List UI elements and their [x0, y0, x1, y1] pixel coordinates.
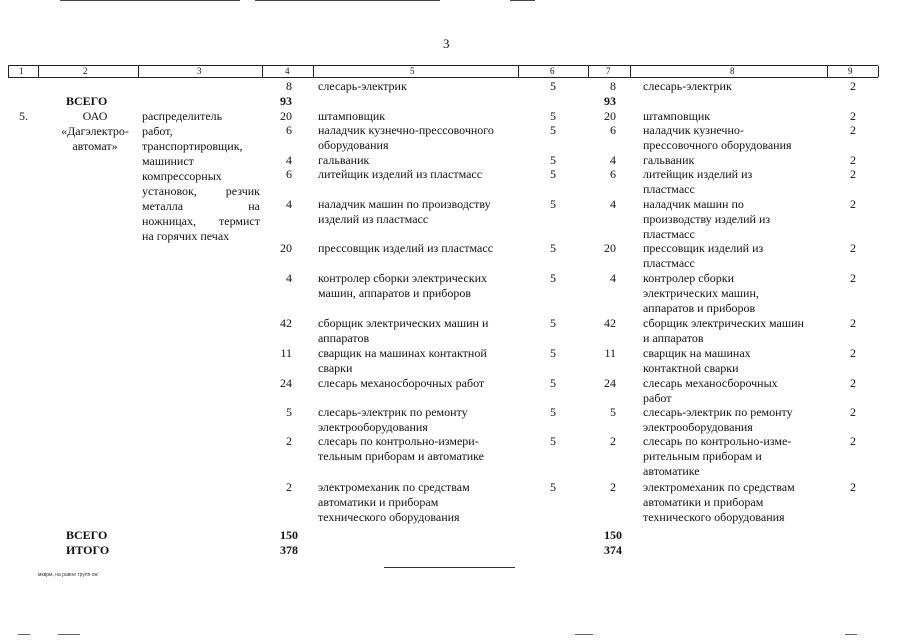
profession-line: аппаратов и приборов — [643, 301, 756, 315]
row-class-col9: 2 — [850, 376, 856, 390]
row-profession-col5 — [318, 480, 518, 525]
row-count-col4: 42 — [280, 316, 292, 330]
row-count-col4: 24 — [280, 376, 292, 390]
col3-line: распределитель — [142, 109, 223, 123]
column-number: 9 — [848, 66, 853, 76]
column-divider — [827, 66, 828, 77]
row-count-col4: 6 — [286, 167, 292, 181]
row-class-col9: 2 — [850, 405, 856, 419]
row-count-col7: 11 — [604, 346, 616, 360]
profession-line: тельным приборам и автоматике — [318, 449, 485, 463]
column-divider — [313, 66, 314, 77]
column-divider — [38, 66, 39, 77]
row-profession-col8 — [643, 346, 825, 376]
subtotal1-col7: 93 — [604, 94, 616, 108]
row-count-col4: 11 — [280, 346, 292, 360]
col3-line: на горячих печах — [142, 229, 230, 243]
row-profession-col5 — [318, 109, 518, 124]
row-class-col9: 2 — [850, 197, 856, 211]
org-number: 5. — [19, 109, 28, 123]
page-number: 3 — [443, 36, 450, 51]
row-profession-col5 — [318, 316, 518, 346]
row-profession-col8 — [643, 197, 825, 242]
top-row-col8: слесарь-электрик — [643, 79, 732, 93]
col3-line: машинист — [142, 154, 194, 168]
row-profession-col5 — [318, 271, 518, 301]
profession-line: автоматики и приборам — [318, 495, 439, 509]
column-divider — [630, 66, 631, 77]
column-number: 5 — [410, 66, 415, 76]
profession-line: сварщик на машинах контактной — [318, 346, 487, 360]
profession-line: штамповщик — [643, 109, 711, 123]
subtotal2-col7: 150 — [604, 528, 622, 542]
row-count-col4: 20 — [280, 109, 292, 123]
row-class-col9: 2 — [850, 346, 856, 360]
row-count-col7: 4 — [610, 153, 616, 167]
row-grade-col6: 5 — [550, 480, 556, 494]
column-number: 3 — [197, 66, 202, 76]
row-count-col7: 5 — [610, 405, 616, 419]
profession-line: оборудования — [318, 138, 389, 152]
row-count-col7: 6 — [610, 123, 616, 137]
row-profession-col5 — [318, 241, 518, 256]
row-grade-col6: 5 — [550, 376, 556, 390]
column-number: 2 — [83, 66, 88, 76]
profession-line: пластмасс — [643, 256, 695, 270]
top-row-col6: 5 — [550, 79, 556, 93]
row-count-col4: 6 — [286, 123, 292, 137]
col3-line: транспортировщик, — [142, 139, 243, 153]
profession-line: литейщик изделий из пластмасс — [318, 167, 483, 181]
column-number: 1 — [19, 66, 24, 76]
column-divider — [138, 66, 139, 77]
row-profession-col8 — [643, 405, 825, 435]
col3-line: металла на — [142, 199, 260, 213]
col3-line: установок, резчик — [142, 184, 260, 198]
row-count-col7: 20 — [604, 109, 616, 123]
footnote: мкврм, на равне трупп ож — [38, 572, 98, 578]
profession-line: слесарь механосборочных — [643, 376, 778, 390]
row-grade-col6: 5 — [550, 434, 556, 448]
row-count-col4: 4 — [286, 197, 292, 211]
row-profession-col5 — [318, 434, 518, 464]
row-class-col9: 2 — [850, 123, 856, 137]
row-grade-col6: 5 — [550, 167, 556, 181]
row-class-col9: 2 — [850, 316, 856, 330]
profession-line: контролер сборки — [643, 271, 735, 285]
col3-line: работ, — [142, 124, 173, 138]
profession-line: автоматики и приборам — [643, 495, 764, 509]
profession-line: слесарь по контрольно-изме- — [643, 434, 792, 448]
subtotal1-label: ВСЕГО — [66, 94, 108, 108]
row-count-col7: 2 — [610, 434, 616, 448]
row-profession-col5 — [318, 153, 518, 168]
total-col4: 378 — [280, 543, 298, 557]
org-name — [52, 109, 138, 154]
profession-line: производству изделий из — [643, 212, 771, 226]
row-count-col4: 2 — [286, 480, 292, 494]
profession-line: сварщик на машинах — [643, 346, 751, 360]
col3-line: компрессорных — [142, 169, 222, 183]
footer-rule — [384, 567, 515, 568]
row-grade-col6: 5 — [550, 405, 556, 419]
top-row-col4: 8 — [286, 79, 292, 93]
org-name-line: «Дагэлектро- — [61, 124, 129, 138]
profession-line: слесарь механосборочных работ — [318, 376, 485, 390]
row-grade-col6: 5 — [550, 197, 556, 211]
column-number: 8 — [730, 66, 735, 76]
profession-line: электромеханик по средствам — [318, 480, 470, 494]
row-count-col7: 2 — [610, 480, 616, 494]
profession-line: слесарь-электрик по ремонту — [318, 405, 468, 419]
profession-line: аппаратов — [318, 331, 370, 345]
column-divider — [8, 66, 9, 77]
row-profession-col8 — [643, 316, 825, 346]
row-class-col9: 2 — [850, 153, 856, 167]
row-class-col9: 2 — [850, 241, 856, 255]
profession-line: машин, аппаратов и приборов — [318, 286, 472, 300]
profession-line: электрических машин, — [643, 286, 759, 300]
column-divider — [518, 66, 519, 77]
profession-line: рительным приборам и — [643, 449, 762, 463]
row-profession-col5 — [318, 376, 518, 391]
profession-line: и аппаратов — [643, 331, 704, 345]
profession-line: прессовочного оборудования — [643, 138, 792, 152]
row-grade-col6: 5 — [550, 153, 556, 167]
profession-line: пластмасс — [643, 227, 695, 241]
row-profession-col5 — [318, 405, 518, 435]
subtotal1-col4: 93 — [280, 94, 292, 108]
row-profession-col8 — [643, 123, 825, 153]
row-grade-col6: 5 — [550, 316, 556, 330]
row-count-col4: 4 — [286, 153, 292, 167]
org-col3 — [142, 109, 262, 244]
profession-line: электрооборудования — [318, 420, 428, 434]
header-bottom-rule — [8, 77, 878, 78]
profession-line: сварки — [318, 361, 353, 375]
row-class-col9: 2 — [850, 480, 856, 494]
profession-line: сборщик электрических машин и — [318, 316, 489, 330]
profession-line: автоматике — [643, 464, 700, 478]
top-row-col9: 2 — [850, 79, 856, 93]
row-grade-col6: 5 — [550, 346, 556, 360]
profession-line: контролер сборки электрических — [318, 271, 487, 285]
top-row-col7: 8 — [610, 79, 616, 93]
profession-line: штамповщик — [318, 109, 386, 123]
profession-line: слесарь-электрик по ремонту — [643, 405, 793, 419]
row-grade-col6: 5 — [550, 271, 556, 285]
profession-line: технического оборудования — [643, 510, 785, 524]
row-profession-col8 — [643, 480, 825, 525]
row-class-col9: 2 — [850, 271, 856, 285]
row-count-col4: 20 — [280, 241, 292, 255]
row-profession-col8 — [643, 167, 825, 197]
column-divider — [588, 66, 589, 77]
row-count-col7: 4 — [610, 197, 616, 211]
org-name-line: ОАО — [82, 109, 108, 123]
column-number: 4 — [285, 66, 290, 76]
total-label: ИТОГО — [66, 543, 110, 557]
row-profession-col5 — [318, 197, 518, 227]
profession-line: технического оборудования — [318, 510, 460, 524]
row-profession-col8 — [643, 434, 825, 479]
profession-line: наладчик кузнечно-прессовочного — [318, 123, 494, 137]
column-divider — [878, 66, 879, 77]
row-class-col9: 2 — [850, 434, 856, 448]
row-profession-col5 — [318, 346, 518, 376]
profession-line: слесарь по контрольно-измери- — [318, 434, 479, 448]
row-grade-col6: 5 — [550, 109, 556, 123]
subtotal2-label: ВСЕГО — [66, 528, 108, 542]
total-col7: 374 — [604, 543, 622, 557]
profession-line: сборщик электрических машин — [643, 316, 804, 330]
column-divider — [262, 66, 263, 77]
row-profession-col8 — [643, 153, 825, 168]
row-grade-col6: 5 — [550, 241, 556, 255]
row-profession-col8 — [643, 271, 825, 316]
subtotal2-col4: 150 — [280, 528, 298, 542]
profession-line: работ — [643, 391, 672, 405]
profession-line: электрооборудования — [643, 420, 753, 434]
org-name-line: автомат» — [72, 139, 118, 153]
row-count-col4: 2 — [286, 434, 292, 448]
profession-line: наладчик машин по — [643, 197, 744, 211]
profession-line: изделий из пластмасс — [318, 212, 429, 226]
row-count-col4: 5 — [286, 405, 292, 419]
top-row-col5: слесарь-электрик — [318, 79, 407, 93]
profession-line: контактной сварки — [643, 361, 739, 375]
row-profession-col5 — [318, 167, 518, 182]
row-count-col7: 20 — [604, 241, 616, 255]
profession-line: пластмасс — [643, 182, 695, 196]
profession-line: прессовщик изделий из пластмасс — [318, 241, 494, 255]
profession-line: наладчик машин по производству — [318, 197, 491, 211]
row-profession-col8 — [643, 241, 825, 271]
profession-line: гальваник — [318, 153, 370, 167]
row-class-col9: 2 — [850, 167, 856, 181]
row-class-col9: 2 — [850, 109, 856, 123]
column-number: 7 — [606, 66, 611, 76]
row-count-col7: 42 — [604, 316, 616, 330]
row-profession-col5 — [318, 123, 518, 153]
row-count-col7: 4 — [610, 271, 616, 285]
row-count-col7: 24 — [604, 376, 616, 390]
row-count-col4: 4 — [286, 271, 292, 285]
col3-line: ножницах, термист — [142, 214, 260, 228]
profession-line: литейщик изделий из — [643, 167, 753, 181]
row-profession-col8 — [643, 109, 825, 124]
column-number: 6 — [550, 66, 555, 76]
row-grade-col6: 5 — [550, 123, 556, 137]
row-count-col7: 6 — [610, 167, 616, 181]
profession-line: гальваник — [643, 153, 695, 167]
row-profession-col8 — [643, 376, 825, 406]
profession-line: электромеханик по средствам — [643, 480, 795, 494]
profession-line: прессовщик изделий из — [643, 241, 764, 255]
profession-line: наладчик кузнечно- — [643, 123, 744, 137]
